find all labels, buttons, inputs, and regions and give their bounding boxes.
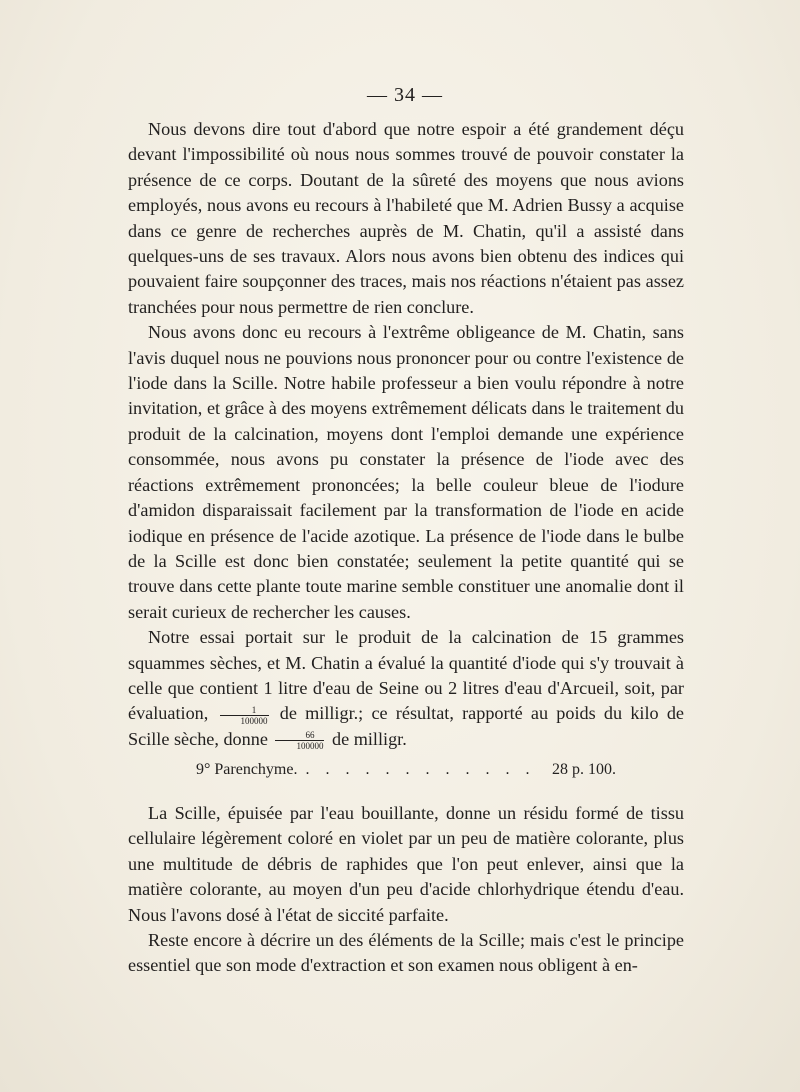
fraction [220,705,269,726]
fraction-numerator: 1 [220,705,269,716]
body-text-bottom [128,801,684,979]
item-value: 28 p. 100. [552,761,616,778]
fraction-numerator: 66 [275,730,324,741]
paragraph: La Scille, épuisée par l'eau bouillante, donne un résidu formé de tissu cellulaire légèrement coloré en violet par un peu de matière colorante, plus une multitude de débris de raphides que l'on peut enlever, ainsi que la matière colorante, au moyen d'un peu d'acide chlorhydrique étendu d'eau. Nous l'avons dosé à l'état de siccité parfaite. [128,803,684,925]
paragraph: Reste encore à décrire un des éléments de la Scille; mais c'est le principe essentiel que son mode d'extraction et son examen nous obligent à en- [128,930,684,976]
page-number: — 34 — [367,84,443,106]
paragraph-with-fractions [128,625,684,752]
paragraph: Nous devons dire tout d'abord que notre espoir a été grandement déçu devant l'impossibilité où nous nous sommes trouvé de pouvoir constater la présence de ce corps. Doutant de la sûreté des moyens que nous avions employés, nous avons eu recours à l'habileté que M. Adrien Bussy a acquise dans ce genre de recherches auprès de M. Chatin, qu'il a assisté dans quelques-uns de ses travaux. Alors nous avons bien obtenu des indices qui pouvaient faire soupçonner des traces, mais nos réactions n'étaient pas assez tranchées pour nous permettre de rien conclure. [128,119,684,317]
paragraph: Nous avons donc eu recours à l'extrême obligeance de M. Chatin, sans l'avis duquel nous ne pouvions nous prononcer pour ou contre l'existence de l'iode dans la Scille. Notre habile professeur a bien voulu répondre à notre invitation, et grâce à des moyens extrêmement délicats dans le traitement du produit de la calcination, moyens dont l'emploi demande une expérience consommée, nous avons pu constater la présence de l'iode avec des réactions extrêmement prononcées; la belle couleur bleue de l'iodure d'amidon disparaissait facilement par la transformation de l'iode en acide iodique en présence de l'acide azotique. La présence de l'iode dans le bulbe de la Scille est donc bien constatée; seulement la petite quantité qui se trouve dans cette plante toute marine semble constituer une anomalie dont il serait curieux de rechercher les causes. [128,322,684,622]
paragraph-text: de milligr. [332,728,407,749]
fraction-denominator: 100000 [240,715,268,726]
composition-item-line [196,761,616,779]
item-label: 9° Parenchyme. [196,761,298,778]
paragraph-text: de milligr.; ce résultat, rapporté au poids du kilo de Scille sèche, donne [128,703,684,749]
leader-dots: . . . . . . . . . . . . [305,761,536,778]
fraction-denominator: 100000 [296,741,324,752]
body-text-top [128,117,684,752]
fraction [275,730,324,751]
paragraph-text: Notre essai portait sur le produit de la calcination de 15 grammes squammes sèches, et M. Chatin a évalué la quantité d'iode qui s'y trouvait à celle que contient 1 litre d'eau de Seine ou 2 litres d'eau d'Arcueil, soit, par évaluation, [128,627,684,724]
